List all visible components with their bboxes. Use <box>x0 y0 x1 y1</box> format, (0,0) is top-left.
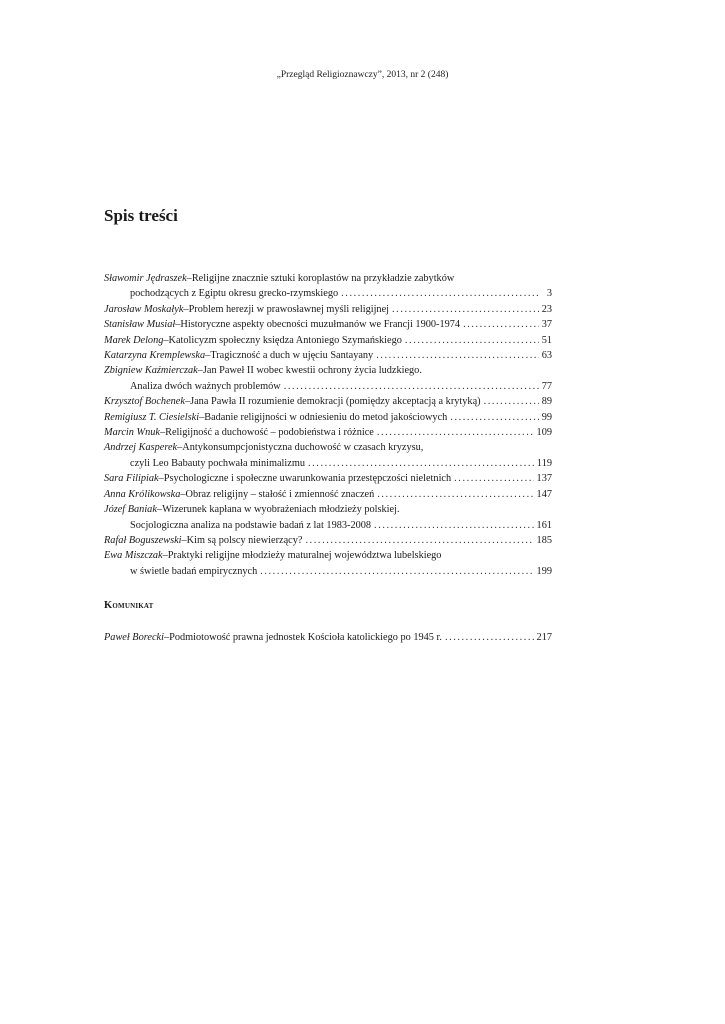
toc-page-number: 185 <box>536 534 552 546</box>
toc-entry-line <box>104 518 552 533</box>
toc-entry-line <box>104 317 552 332</box>
toc-leader-dots <box>341 286 539 301</box>
toc-entry <box>104 333 552 348</box>
running-header: „Przegląd Religioznawczy”, 2013, nr 2 (248) <box>276 70 449 80</box>
toc-entry-line <box>104 630 552 645</box>
toc-entry <box>104 548 552 579</box>
toc-author: Sara Filipiak <box>104 473 159 485</box>
toc-entry-title: Historyczne aspekty obecności muzułmanów we Francji 1900-1974 <box>180 319 461 331</box>
toc-leader-dots <box>284 379 539 394</box>
toc-page-number: 147 <box>536 488 552 500</box>
toc-entry <box>104 317 552 332</box>
section-heading: Komunikat <box>104 600 154 611</box>
toc-author: Ewa Miszczak <box>104 550 163 562</box>
toc-separator: – <box>186 273 192 284</box>
table-of-contents <box>104 271 552 579</box>
toc-leader-dots <box>392 302 539 317</box>
toc-entry-title: Tragiczność a duch w ujęciu Santayany <box>210 350 374 362</box>
toc-entry-line <box>104 533 552 548</box>
toc-separator: – <box>183 303 189 315</box>
toc-page-number: 3 <box>546 288 552 300</box>
toc-entry-title: Praktyki religijne młodzieży maturalnej województwa lubelskiego <box>167 550 442 562</box>
toc-author: Stanisław Musiał <box>104 319 176 331</box>
toc-author: Rafał Boguszewski <box>104 534 182 546</box>
toc-leader-dots <box>305 533 533 548</box>
toc-entry-line <box>104 363 552 378</box>
toc-page-number: 119 <box>536 457 552 469</box>
toc-leader-dots <box>260 564 533 579</box>
toc-entry-title: Obraz religijny – stałość i zmienność znaczeń <box>185 488 375 500</box>
toc-entry-title: Antykonsumpcjonistyczna duchowość w czasach kryzysu, <box>182 442 424 454</box>
toc-author: Andrzej Kasperek <box>104 442 178 454</box>
toc-separator: – <box>180 488 186 500</box>
toc-entry-title: Kim są polscy niewierzący? <box>186 534 303 546</box>
toc-entry-title: Podmiotowość prawna jednostek Kościoła katolickiego po 1945 r. <box>169 632 442 643</box>
toc-entry-title: pochodzących z Egiptu okresu grecko-rzymskiego <box>130 288 339 300</box>
toc-entry <box>104 425 552 440</box>
toc-entry-title: Jan Paweł II wobec kwestii ochrony życia ludzkiego. <box>202 365 422 377</box>
toc-entry-line <box>104 564 552 579</box>
toc-entry-line <box>104 410 552 425</box>
toc-entry-title: Wizerunek kapłana w wyobrażeniach młodzieży polskiej. <box>162 504 400 516</box>
toc-page-number: 37 <box>541 319 552 331</box>
toc-entry-line <box>104 394 552 409</box>
toc-separator: – <box>181 534 187 546</box>
toc-entry-line <box>104 425 552 440</box>
toc-entry <box>104 630 552 645</box>
toc-author: Sławomir Jędraszek <box>104 273 187 284</box>
toc-author: Paweł Borecki <box>104 632 164 643</box>
toc-leader-dots <box>445 630 534 645</box>
toc-page-number: 51 <box>541 334 552 346</box>
toc-leader-dots <box>450 410 538 425</box>
toc-entry <box>104 363 552 394</box>
toc-entry-line <box>104 440 552 455</box>
toc-entry <box>104 302 552 317</box>
toc-separator: – <box>197 365 203 377</box>
toc-entry-line <box>104 502 552 517</box>
toc-entry-title: Psychologiczne i społeczne uwarunkowania przestępczości nieletnich <box>163 473 452 485</box>
toc-author: Zbigniew Kaźmierczak <box>104 365 198 377</box>
page-title: Spis treści <box>104 206 178 225</box>
toc-leader-dots <box>454 471 533 486</box>
toc-leader-dots <box>377 425 534 440</box>
toc-separator: – <box>158 473 164 485</box>
toc-entry <box>104 348 552 363</box>
toc-separator: – <box>163 334 169 346</box>
toc-page-number: 89 <box>541 396 552 408</box>
toc-entry-title: Problem herezji w prawosławnej myśli religijnej <box>188 303 390 315</box>
toc-page-number: 161 <box>536 519 552 531</box>
toc-leader-dots <box>308 456 534 471</box>
toc-leader-dots <box>374 518 534 533</box>
toc-author: Remigiusz T. Ciesielski <box>104 411 200 423</box>
toc-page-number: 23 <box>541 303 552 315</box>
toc-separator: – <box>163 632 170 643</box>
toc-entry <box>104 487 552 502</box>
toc-author: Katarzyna Kremplewska <box>104 350 206 362</box>
toc-author: Józef Baniak <box>104 504 157 516</box>
toc-entry-title: Badanie religijności w odniesieniu do metod jakościowych <box>204 411 448 423</box>
toc-entry-title: Religijność a duchowość – podobieństwa i różnice <box>165 427 374 439</box>
toc-entry-line <box>104 456 552 471</box>
toc-author: Marcin Wnuk <box>104 427 160 439</box>
toc-leader-dots <box>377 487 533 502</box>
toc-separator: – <box>177 442 183 454</box>
toc-entry-title: Katolicyzm społeczny księdza Antoniego Szymańskiego <box>168 334 402 346</box>
toc-entry-title: Analiza dwóch ważnych problemów <box>130 380 281 392</box>
toc-page-number: 77 <box>541 380 552 392</box>
toc-separator: – <box>205 350 211 362</box>
toc-entry-line <box>104 548 552 563</box>
toc-entry-line <box>104 379 552 394</box>
toc-separator: – <box>175 319 181 331</box>
toc-entry-title: Socjologiczna analiza na podstawie badań z lat 1983-2008 <box>130 519 372 531</box>
toc-page-number: 63 <box>541 350 552 362</box>
toc-entry <box>104 394 552 409</box>
toc-entry-line <box>104 487 552 502</box>
toc-leader-dots <box>405 333 539 348</box>
toc-separator: – <box>162 550 168 562</box>
toc-author: Marek Delong <box>104 334 164 346</box>
toc-entry-title: Jana Pawła II rozumienie demokracji (pomiędzy akceptacją a krytyką) <box>190 396 481 408</box>
toc-separator: – <box>184 396 191 408</box>
toc-separator: – <box>159 427 166 439</box>
toc-entry <box>104 410 552 425</box>
toc-entry-title: Religijne znacznie sztuki koroplastów na przykładzie zabytków <box>191 273 455 284</box>
toc-entry-title: w świetle badań empirycznych <box>130 565 258 577</box>
toc-entry-line <box>104 348 552 363</box>
toc-entry-line <box>104 333 552 348</box>
toc-entry-line <box>104 286 552 301</box>
toc-author: Krzysztof Bochenek <box>104 396 185 408</box>
toc-entry-line <box>104 271 552 286</box>
toc-author: Anna Królikowska <box>104 488 181 500</box>
toc-entry <box>104 471 552 486</box>
toc-entry <box>104 271 552 302</box>
toc-page-number: 199 <box>536 565 552 577</box>
toc-entry-line <box>104 471 552 486</box>
toc-author: Jarosław Moskałyk <box>104 303 184 315</box>
toc-page-number: 137 <box>536 473 552 485</box>
toc-entry <box>104 502 552 533</box>
toc-separator: – <box>156 504 163 516</box>
toc-leader-dots <box>463 317 539 332</box>
toc-page-number: 217 <box>536 632 552 643</box>
toc-entry <box>104 440 552 471</box>
toc-page-number: 109 <box>536 427 552 439</box>
toc-page-number: 99 <box>541 411 552 423</box>
toc-entry-title: czyli Leo Babauty pochwała minimalizmu <box>130 457 305 469</box>
communique-list <box>104 630 552 645</box>
toc-entry-line <box>104 302 552 317</box>
toc-leader-dots <box>376 348 538 363</box>
toc-entry <box>104 533 552 548</box>
toc-separator: – <box>199 411 205 423</box>
toc-leader-dots <box>484 394 539 409</box>
